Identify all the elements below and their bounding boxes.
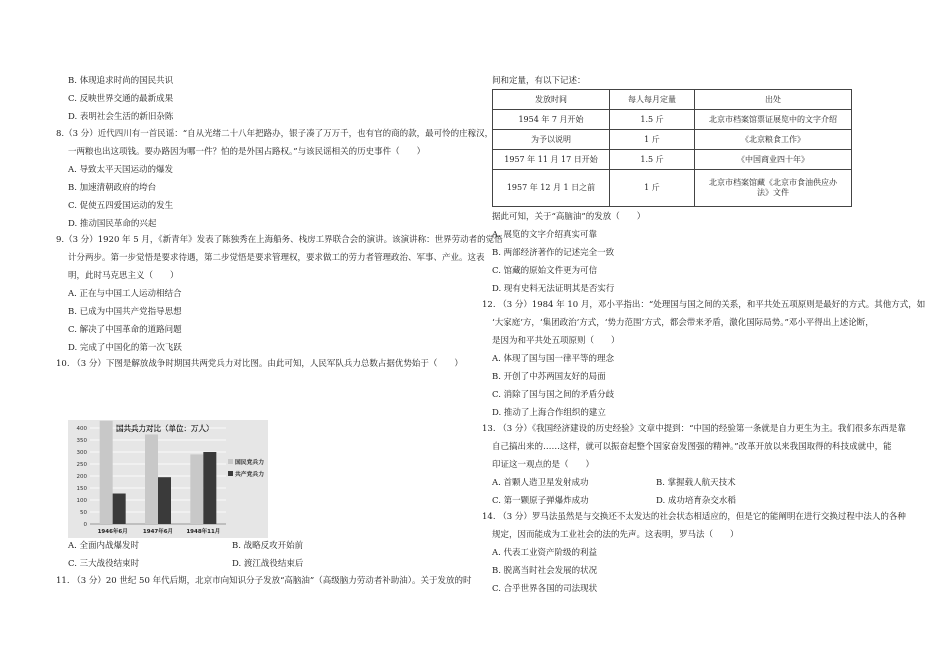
q10-option-a: A. 全面内战爆发时 xyxy=(68,541,140,551)
table-cell: 1957 年 12 月 1 日之前 xyxy=(493,170,610,207)
q14-option-c: C. 合乎世界各国的司法现状 xyxy=(492,584,598,594)
y-tick-label: 400 xyxy=(76,426,87,432)
table-cell: 1 斤 xyxy=(610,170,695,207)
legend-label: 国民党兵力 xyxy=(235,460,264,466)
q7-option-c: C. 反映世界交通的最新成果 xyxy=(68,94,174,104)
q14-option-b: B. 脱离当时社会发展的状况 xyxy=(492,566,598,576)
table-cell: 1957 年 11 月 17 日开始 xyxy=(493,150,610,170)
q11-stem: 11. （3 分）20 世纪 50 年代后期，北京市向知识分子发放“高脑油”（高级脑力劳动者补助油）。关于发放的时 xyxy=(56,576,472,586)
q14-stem-line-2: 规定，因而能成为工业社会的法的先声。这表明，罗马法（ ） xyxy=(492,530,739,540)
q8-option-d: D. 推动国民革命的兴起 xyxy=(68,219,157,229)
y-tick-label: 250 xyxy=(76,462,87,468)
q14-option-a: A. 代表工业资产阶级的利益 xyxy=(492,548,598,558)
q8-option-b: B. 加速清朝政府的垮台 xyxy=(68,183,157,193)
y-tick-label: 50 xyxy=(80,510,87,516)
q14-stem-line-1: 14. （3 分）罗马法虽然是与交换还不太发达的社会状态相适应的，但是它的能阐明在进行交换过程中法人的各种 xyxy=(482,512,906,522)
table-cell: 《中国商业四十年》 xyxy=(695,150,852,170)
table-row xyxy=(493,130,852,150)
y-tick-label: 0 xyxy=(83,522,87,528)
q8-option-c: C. 促使五四爱国运动的发生 xyxy=(68,201,174,211)
q10-stem: 10. （3 分）下图是解放战争时期国共两党兵力对比图。由此可知，人民军队兵力总数占据优势始于（ ） xyxy=(56,359,463,369)
q11-option-c: C. 馆藏的原始文件更为可信 xyxy=(492,266,598,276)
table-cell: 1 斤 xyxy=(610,130,695,150)
q10-option-d: D. 渡江战役结束后 xyxy=(232,559,304,569)
y-tick-label: 150 xyxy=(76,486,87,492)
table-cell: 北京市档案馆票证展览中的文字介绍 xyxy=(695,110,852,130)
q13-option-b: B. 掌握载人航天技术 xyxy=(656,478,736,488)
table-header: 每人每月定量 xyxy=(610,90,695,110)
q12-option-b: B. 开创了中苏两国友好的局面 xyxy=(492,372,606,382)
q11-question: 据此可知，关于“高脑油”的发放（ ） xyxy=(492,212,646,222)
q9-option-c: C. 解决了中国革命的道路问题 xyxy=(68,325,182,335)
bar-kmt xyxy=(145,434,158,524)
q10-option-b: B. 战略反攻开始前 xyxy=(232,541,304,551)
legend-label: 共产党兵力 xyxy=(235,472,264,478)
q12-stem-line-3: 是因为和平共处五项原则（ ） xyxy=(492,336,620,346)
chart-svg xyxy=(68,420,268,538)
y-tick-label: 200 xyxy=(76,474,87,480)
q8-option-a: A. 导致太平天国运动的爆发 xyxy=(68,165,174,175)
bar-cpc xyxy=(113,494,126,524)
q13-option-a: A. 首颗人造卫星发射成功 xyxy=(492,478,589,488)
table-cell xyxy=(695,170,852,207)
q9-option-b: B. 已成为中国共产党指导思想 xyxy=(68,307,182,317)
q13-option-d: D. 成功培育杂交水稻 xyxy=(656,496,736,506)
bar-kmt xyxy=(100,421,113,524)
table-header-row xyxy=(493,90,852,110)
table-row xyxy=(493,150,852,170)
q7-option-b: B. 体现追求时尚的国民共识 xyxy=(68,76,174,86)
bar-cpc xyxy=(158,477,171,524)
q13-stem-line-3: 印证这一观点的是（ ） xyxy=(492,460,595,470)
y-tick-label: 300 xyxy=(76,450,87,456)
chart-title: 国共兵力对比（单位：万人） xyxy=(116,424,214,433)
force-comparison-chart xyxy=(68,420,268,538)
table-cell: 《北京粮食工作》 xyxy=(695,130,852,150)
q12-option-a: A. 体现了国与国一律平等的理念 xyxy=(492,354,615,364)
table-cell: 为予以说明 xyxy=(493,130,610,150)
q12-option-c: C. 消除了国与国之间的矛盾分歧 xyxy=(492,390,615,400)
q8-stem-line-2: 一两粮也出这项钱。要办路因为哪一件？怕的是外国占路权。”与该民谣相关的历史事件（ ） xyxy=(68,147,426,157)
table-cell: 1.5 斤 xyxy=(610,150,695,170)
table-cell: 1954 年 7 月开始 xyxy=(493,110,610,130)
q13-stem-line-1: 13. （3 分）《我国经济建设的历史经验》文章中提到：“中国的经验第一条就是自力更生为主。我们很多东西是靠 xyxy=(482,424,906,434)
table-cell-line: 法》文件 xyxy=(757,188,789,197)
q7-option-d: D. 表明社会生活的新旧杂陈 xyxy=(68,112,174,122)
q9-stem-line-2: 计分两步。第一步觉悟是要求待遇，第二步觉悟是要求管理权，要求做工的劳力者管理政治、军事、产业。这表 xyxy=(68,253,485,263)
q10-option-c: C. 三大战役结束时 xyxy=(68,559,140,569)
q12-option-d: D. 推动了上海合作组织的建立 xyxy=(492,408,606,418)
y-tick-label: 350 xyxy=(76,438,87,444)
table-row xyxy=(493,170,852,207)
table-row xyxy=(493,110,852,130)
table-header: 发放时间 xyxy=(493,90,610,110)
y-tick-label: 100 xyxy=(76,498,87,504)
x-tick-label: 1948年11月 xyxy=(186,529,221,535)
q9-stem-line-3: 明，此时马克思主义（ ） xyxy=(68,271,179,281)
x-tick-label: 1947年6月 xyxy=(142,529,174,535)
q11-stem-cont: 间和定量，有以下记述： xyxy=(492,76,586,86)
q11-option-b: B. 两部经济著作的记述完全一致 xyxy=(492,248,615,258)
table-header: 出处 xyxy=(695,90,852,110)
q12-stem-line-1: 12. （3 分）1984 年 10 月，邓小平指出：“处理国与国之间的关系，和平共处五项原则是最好的方式。其他方式，如 xyxy=(482,300,926,310)
allowance-table xyxy=(492,89,852,207)
q13-option-c: C. 第一颗原子弹爆炸成功 xyxy=(492,496,589,506)
x-tick-label: 1946年6月 xyxy=(97,529,128,535)
q8-stem-line-1: 8.（3 分）近代四川有一首民谣：“自从光绪二十八年把路办，银子凑了万万千，也有官的商的款，最可怜的庄稼汉， xyxy=(56,129,494,139)
q9-stem-line-1: 9.（3 分）1920 年 5 月，《新青年》发表了陈独秀在上海船务、栈房工界联合会的演讲。该演讲称：世界劳动者的觉悟 xyxy=(56,235,503,245)
bar-cpc xyxy=(203,452,216,524)
q11-option-a: A. 展览的文字介绍真实可靠 xyxy=(492,230,598,240)
legend-swatch xyxy=(228,471,233,476)
q11-option-d: D. 现有史料无法证明其是否实行 xyxy=(492,284,615,294)
bar-kmt xyxy=(190,454,203,524)
q12-stem-line-2: ‘大家庭’方，‘集团政治’方式，‘势力范围’方式，都会带来矛盾，激化国际局势。”邓小平得出上述论断， xyxy=(492,318,874,328)
legend-swatch xyxy=(228,459,233,464)
table-cell-line: 北京市档案馆藏《北京市食油供应办 xyxy=(709,178,837,187)
q13-stem-line-2: 自己搞出来的……这样，就可以振奋起整个国家奋发图强的精神。”改革开放以来我国取得的科技成就中，能 xyxy=(492,442,892,452)
q9-option-a: A. 正在与中国工人运动相结合 xyxy=(68,289,182,299)
table-cell: 1.5 斤 xyxy=(610,110,695,130)
q9-option-d: D. 完成了中国化的第一次飞跃 xyxy=(68,343,182,353)
